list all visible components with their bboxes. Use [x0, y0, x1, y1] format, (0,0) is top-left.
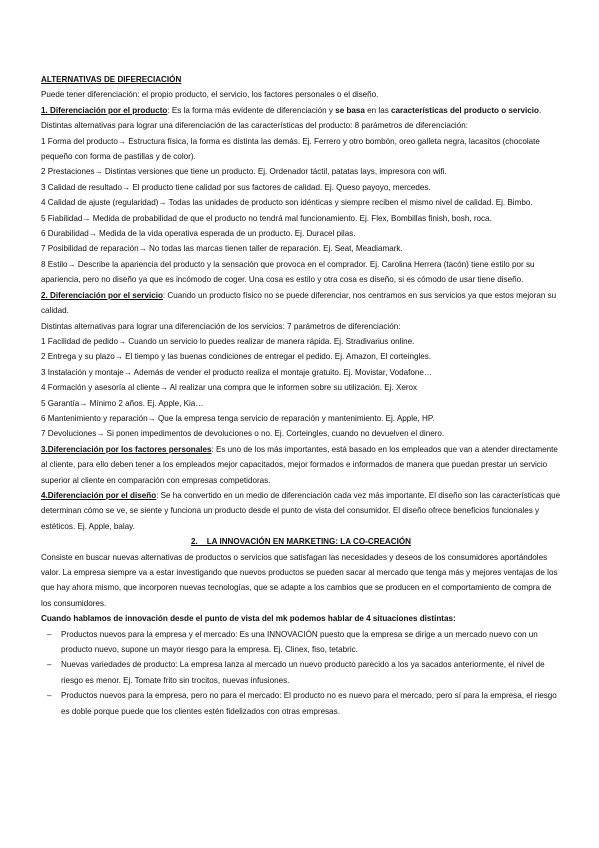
section-personal-heading: 3.Diferenciación por los factores personales — [41, 444, 212, 454]
product-lead: Distintas alternativas para lograr una diferenciación de las características del producto: 8 parámetros de diferenciación: — [41, 121, 468, 131]
product-item: 5 Fiabilidad→ Medida de probabilidad de que el producto no tendrá mal funcionamiento. Ej. Flex, Bombillas finish, bosh, roca. — [41, 213, 492, 223]
list-item: – Productos nuevos para la empresa y el mercado: Es una INNOVACIÓN puesto que la empresa se dirige a un mercado nuevo con un producto nuevo, supone un mayor riesgo para la empresa. Ej. Clinex, fiso, tetabric. — [41, 627, 561, 658]
service-item: 7 Devoluciones→ Si ponen impedimentos de devoluciones o no. Ej. Corteingles, cuando no devuelven el dinero. — [41, 429, 445, 439]
document-page — [41, 72, 561, 719]
list-item: – Nuevas variedades de producto: La empresa lanza al mercado un nuevo producto parecido a los ya sacados anteriormente, el nivel de riesgo es menor. Ej. Tomate frito sin trocitos, nuevas infusiones. — [41, 657, 561, 688]
section-service-heading: 2. Diferenciación por el servicio — [41, 290, 163, 300]
innovation-paragraph: Consiste en buscar nuevas alternativas de productos o servicios que satisfagan las necesidades y deseos de los consumidores aportándoles valor. La empresa siempre va a estar investigando que nuevos productos se pueden sacar al mercado que tenga más y mejores ventajas de los que hay ahora mismo, que incorporen nuevas tecnologías, que se adapte a los cambios que se producen en el comportamiento de compra de los consumidores. — [41, 552, 558, 608]
service-item: 2 Entrega y su plazo→ El tiempo y las buenas condiciones de entregar el pedido. Ej. Amazon, El corteingles. — [41, 352, 432, 362]
section-design: 4.Diferenciación por el diseño: Se ha convertido en un medio de diferenciación cada vez más importante. El diseño son las características que determinan cómo se ve, se siente y funciona un producto desde el punto de vista del consumidor. El diseño ofrece beneficios funcionales y estéticos. Ej. Apple, balay. — [41, 490, 561, 531]
section-product-heading: 1. Diferenciación por el producto — [41, 105, 168, 115]
section-personal: 3.Diferenciación por los factores personales: Es uno de los más importantes, está basado en los empleados que van a atender directamente al cliente, para ello deben tener a los empleados mejor capacitados, mejor formados e informados de manera que puedan prestar un servicio superior al cliente en comparación con empresas competidoras. — [41, 444, 558, 485]
product-item: 8 Estilo→ Describe la apariencia del producto y la sensación que provoca en el comprador. Ej. Carolina Herrera (tacón) tiene estilo por su apariencia, pero no diseño ya que es incómodo de coger. Una cosa es estilo y otra cosa es diseño, si es cómodo de usar tiene diseño. — [41, 259, 535, 285]
service-item: 5 Garantía→ Mínimo 2 años. Ej. Apple, Kia… — [41, 398, 204, 408]
service-item: 6 Mantenimiento y reparación→ Que la empresa tenga servicio de reparación y mantenimiento. Ej. Apple, HP. — [41, 413, 435, 423]
product-item: 2 Prestaciones→ Distintas versiones que tiene un producto. Ej. Ordenador táctil, patatas lays, impresora con wifi. — [41, 167, 447, 177]
list-item: – Productos nuevos para la empresa, pero no para el mercado: El producto no es nuevo para el mercado, pero sí para la empresa, el riesgo es doble porque puede que los clientes estén fidelizados con otras empresas. — [41, 688, 561, 719]
product-item: 4 Calidad de ajuste (regularidad)→ Todas las unidades de producto son idénticas y siempre reciben el mismo nivel de calidad. Ej. Bimbo. — [41, 198, 533, 208]
service-item: 1 Facilidad de pedido→ Cuando un servicio lo puedes realizar de manera rápida. Ej. Stradivarius online. — [41, 336, 415, 346]
intro-text: Puede tener diferenciación: el propio producto, el servicio, los factores personales o el diseño. — [41, 90, 379, 100]
product-item: 6 Durabilidad→ Medida de la vida operativa esperada de un producto. Ej. Duracel pilas. — [41, 229, 356, 239]
service-item: 3 Instalación y montaje→ Además de vender el producto realiza el montaje gratuito. Ej. Movistar, Vodafone… — [41, 367, 432, 377]
innovation-list — [41, 627, 561, 719]
section-service: 2. Diferenciación por el servicio: Cuando un producto físico no se puede diferenciar, nos centramos en sus servicios ya que estos mejoran su calidad. — [41, 290, 557, 316]
service-lead: Distintas alternativas para lograr una diferenciación de los servicios: 7 parámetros de diferenciación: — [41, 321, 401, 331]
service-item: 4 Formación y asesoría al cliente→ Al realizar una compra que le informen sobre su utilización. Ej. Xerox — [41, 383, 418, 393]
section-product: 1. Diferenciación por el producto: Es la forma más evidente de diferenciación y se basa en las características del producto o servicio. — [41, 105, 542, 115]
product-item: 7 Posibilidad de reparación→ No todas las marcas tienen taller de reparación. Ej. Seat, Meadiamark. — [41, 244, 403, 254]
section-design-heading: 4.Diferenciación por el diseño — [41, 490, 157, 500]
innovation-heading: 2. LA INNOVACIÓN EN MARKETING: LA CO-CREACIÓN — [190, 537, 412, 547]
innovation-situations-intro: Cuando hablamos de innovación desde el punto de vista del mk podemos hablar de 4 situaciones distintas: — [41, 614, 456, 624]
page-title: ALTERNATIVAS DE DIFERECIACIÓN — [41, 75, 182, 84]
product-item: 1 Forma del producto→ Estructura física, la forma es distinta las demás. Ej. Ferrero y otro bombón, oreo galleta negra, lacasitos (chocolate pequeño con forma de pastillas y de color). — [41, 136, 540, 162]
product-item: 3 Calidad de resultado→ El producto tiene calidad por sus factores de calidad. Ej. Queso payoyo, mercedes. — [41, 182, 431, 192]
